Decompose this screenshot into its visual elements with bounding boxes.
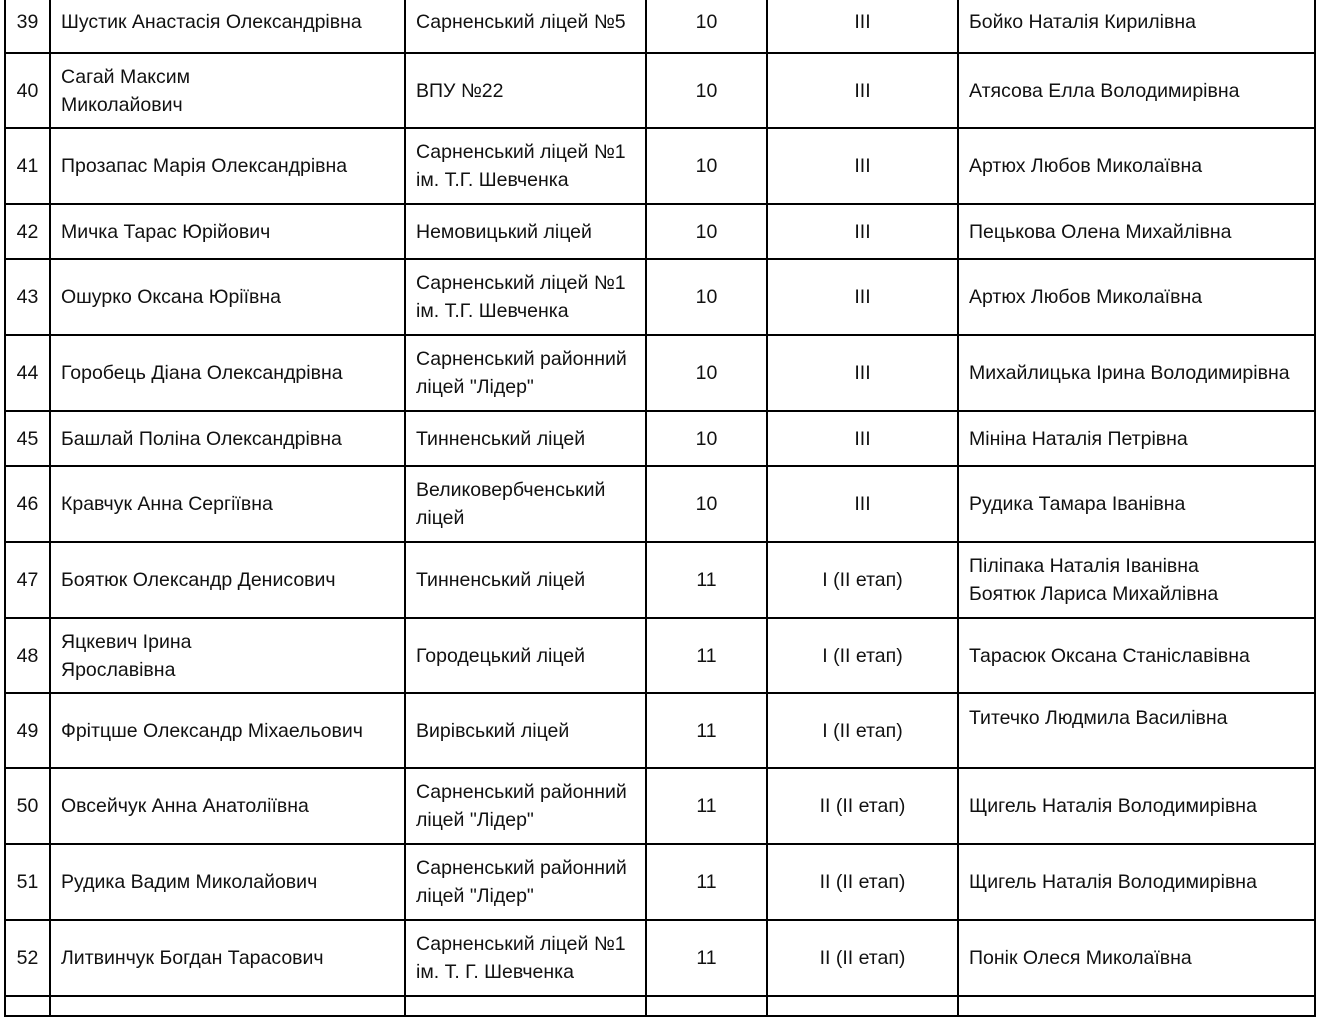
grade-cell: 11 <box>646 542 767 618</box>
grade-cell: 10 <box>646 0 767 53</box>
student-name-cell <box>50 53 405 128</box>
teacher-cell-line: Мініна Наталія Петрівна <box>969 427 1188 450</box>
row-number-cell: 51 <box>5 844 50 920</box>
row-number-cell: 45 <box>5 411 50 466</box>
school-cell <box>405 768 646 844</box>
student-name-cell <box>50 335 405 411</box>
row-number-cell: 50 <box>5 768 50 844</box>
student-name-cell <box>50 693 405 768</box>
row-number-cell: 44 <box>5 335 50 411</box>
school-cell-line: ім. Т. Г. Шевченка <box>416 961 574 983</box>
row-number-cell: 48 <box>5 618 50 693</box>
school-cell <box>405 128 646 204</box>
row-number-cell: 49 <box>5 693 50 768</box>
teacher-cell-line: Тарасюк Оксана Станіславівна <box>969 644 1250 667</box>
school-cell-line: Сарненський районний <box>416 857 627 879</box>
school-cell <box>405 466 646 542</box>
teacher-cell <box>958 844 1315 920</box>
school-cell-line: Вирівський ліцей <box>416 719 570 742</box>
grade-cell: 11 <box>646 844 767 920</box>
student-name-cell-line: Горобець Діана Олександрівна <box>61 362 343 384</box>
row-number-cell: 40 <box>5 53 50 128</box>
table-row-partial <box>5 996 1315 1016</box>
teacher-cell-line: Михайлицька Ірина Володимирівна <box>969 362 1290 384</box>
place-cell: ІІІ <box>767 259 958 335</box>
student-name-cell <box>50 204 405 259</box>
student-name-cell-line: Сагай Максим <box>61 65 191 88</box>
row-number-cell: 39 <box>5 0 50 53</box>
row-number-cell: 42 <box>5 204 50 259</box>
grade-cell: 11 <box>646 693 767 768</box>
grade-cell: 11 <box>646 618 767 693</box>
teacher-cell <box>958 768 1315 844</box>
table-row <box>5 53 1315 128</box>
teacher-cell <box>958 53 1315 128</box>
student-name-cell <box>50 844 405 920</box>
student-name-cell <box>50 259 405 335</box>
row-number-cell: 41 <box>5 128 50 204</box>
table-row <box>5 542 1315 618</box>
student-name-cell <box>50 542 405 618</box>
teacher-cell <box>958 335 1315 411</box>
teacher-cell-line: Атясова Елла Володимирівна <box>969 79 1240 102</box>
grade-cell: 10 <box>646 204 767 259</box>
table-row <box>5 204 1315 259</box>
student-name-cell <box>50 920 405 996</box>
table-row <box>5 335 1315 411</box>
place-cell: ІІІ <box>767 204 958 259</box>
place-cell: ІІІ <box>767 335 958 411</box>
school-cell-line: ВПУ №22 <box>416 79 504 102</box>
grade-cell: 10 <box>646 411 767 466</box>
table-row <box>5 128 1315 204</box>
table-row <box>5 920 1315 996</box>
student-name-cell-line: Ошурко Оксана Юріївна <box>61 286 282 308</box>
school-cell <box>405 259 646 335</box>
student-name-cell <box>50 618 405 693</box>
grade-cell: 11 <box>646 768 767 844</box>
student-name-cell-line: Башлай Поліна Олександрівна <box>61 427 342 450</box>
teacher-cell <box>958 618 1315 693</box>
school-cell <box>405 411 646 466</box>
school-cell <box>405 335 646 411</box>
student-name-cell-line: Ярославівна <box>61 658 176 681</box>
school-cell-line: Городецький ліцей <box>416 644 586 667</box>
table-row <box>5 466 1315 542</box>
olympiad-results-table <box>4 0 1316 1017</box>
school-cell <box>405 53 646 128</box>
grade-cell: 10 <box>646 335 767 411</box>
school-cell-line: Тинненський ліцей <box>416 427 586 450</box>
teacher-cell <box>958 128 1315 204</box>
school-cell-line: Немовицький ліцей <box>416 220 592 243</box>
teacher-cell-line: Щигель Наталія Володимирівна <box>969 795 1257 817</box>
grade-cell: 10 <box>646 53 767 128</box>
teacher-cell-line: Щигель Наталія Володимирівна <box>969 871 1257 893</box>
student-name-cell-line: Боятюк Олександр Денисович <box>61 569 336 591</box>
table-row <box>5 618 1315 693</box>
student-name-cell-line: Рудика Вадим Миколайович <box>61 871 318 893</box>
teacher-cell <box>958 542 1315 618</box>
school-cell-line: Сарненський ліцей №1 <box>416 141 626 163</box>
school-cell-line: Сарненський ліцей №5 <box>416 11 626 33</box>
school-cell-line: ім. Т.Г. Шевченка <box>416 169 569 191</box>
grade-cell: 10 <box>646 466 767 542</box>
place-cell: ІІІ <box>767 128 958 204</box>
empty-cell <box>50 996 405 1016</box>
school-cell-line: Сарненський ліцей №1 <box>416 933 626 955</box>
student-name-cell <box>50 128 405 204</box>
teacher-cell-line: Боятюк Лариса Михайлівна <box>969 583 1219 605</box>
school-cell <box>405 0 646 53</box>
student-name-cell-line: Литвинчук Богдан Тарасович <box>61 947 324 969</box>
empty-cell <box>405 996 646 1016</box>
teacher-cell <box>958 0 1315 53</box>
school-cell <box>405 204 646 259</box>
school-cell <box>405 693 646 768</box>
teacher-cell <box>958 920 1315 996</box>
place-cell: ІІ (ІІ етап) <box>767 920 958 996</box>
place-cell: ІІІ <box>767 411 958 466</box>
table-row <box>5 411 1315 466</box>
student-name-cell <box>50 466 405 542</box>
row-number-cell: 43 <box>5 259 50 335</box>
school-cell <box>405 618 646 693</box>
place-cell: ІІІ <box>767 53 958 128</box>
student-name-cell-line: Яцкевич Ірина <box>61 630 192 653</box>
school-cell-line: ліцей "Лідер" <box>416 809 534 831</box>
teacher-cell <box>958 204 1315 259</box>
empty-cell <box>646 996 767 1016</box>
student-name-cell-line: Фрітцше Олександр Міхаельович <box>61 719 363 742</box>
teacher-cell-line: Пецькова Олена Михайлівна <box>969 220 1232 243</box>
student-name-cell-line: Овсейчук Анна Анатоліївна <box>61 795 309 817</box>
teacher-cell-line: Рудика Тамара Іванівна <box>969 493 1186 515</box>
teacher-cell-line: Понік Олеся Миколаївна <box>969 947 1192 969</box>
teacher-cell <box>958 259 1315 335</box>
results-sheet <box>4 0 1316 1017</box>
school-cell-line: ліцей "Лідер" <box>416 376 534 398</box>
teacher-cell-line: Титечко Людмила Василівна <box>969 707 1228 729</box>
teacher-cell-line: Бойко Наталія Кирилівна <box>969 11 1196 33</box>
school-cell <box>405 920 646 996</box>
row-number-cell: 52 <box>5 920 50 996</box>
place-cell: ІІІ <box>767 466 958 542</box>
teacher-cell <box>958 466 1315 542</box>
school-cell-line: Великовербченський <box>416 479 606 501</box>
student-name-cell <box>50 411 405 466</box>
table-row <box>5 693 1315 768</box>
school-cell-line: ліцей "Лідер" <box>416 885 534 907</box>
student-name-cell <box>50 768 405 844</box>
place-cell: ІІ (ІІ етап) <box>767 844 958 920</box>
place-cell: ІІ (ІІ етап) <box>767 768 958 844</box>
table-body <box>5 0 1315 1016</box>
student-name-cell <box>50 0 405 53</box>
row-number-cell: 47 <box>5 542 50 618</box>
teacher-cell <box>958 693 1315 768</box>
school-cell-line: Сарненський районний <box>416 781 627 803</box>
empty-cell <box>5 996 50 1016</box>
student-name-cell-line: Шустик Анастасія Олександрівна <box>61 11 362 33</box>
school-cell <box>405 542 646 618</box>
school-cell-line: Сарненський районний <box>416 348 627 370</box>
table-row <box>5 844 1315 920</box>
table-row <box>5 259 1315 335</box>
teacher-cell <box>958 411 1315 466</box>
school-cell-line: ім. Т.Г. Шевченка <box>416 300 569 322</box>
school-cell-line: ліцей <box>416 507 465 529</box>
school-cell <box>405 844 646 920</box>
teacher-cell-line: Артюх Любов Миколаївна <box>969 155 1203 177</box>
grade-cell: 10 <box>646 128 767 204</box>
place-cell: ІІІ <box>767 0 958 53</box>
empty-cell <box>767 996 958 1016</box>
place-cell: І (ІІ етап) <box>767 542 958 618</box>
place-cell: І (ІІ етап) <box>767 693 958 768</box>
table-row <box>5 0 1315 53</box>
table-row <box>5 768 1315 844</box>
row-number-cell: 46 <box>5 466 50 542</box>
student-name-cell-line: Кравчук Анна Сергіївна <box>61 493 273 515</box>
place-cell: І (ІІ етап) <box>767 618 958 693</box>
empty-cell <box>958 996 1315 1016</box>
teacher-cell-line: Артюх Любов Миколаївна <box>969 286 1203 308</box>
school-cell-line: Сарненський ліцей №1 <box>416 272 626 294</box>
student-name-cell-line: Мичка Тарас Юрійович <box>61 220 271 243</box>
student-name-cell-line: Миколайович <box>61 93 183 116</box>
school-cell-line: Тинненський ліцей <box>416 569 586 591</box>
grade-cell: 11 <box>646 920 767 996</box>
student-name-cell-line: Прозапас Марія Олександрівна <box>61 155 348 177</box>
grade-cell: 10 <box>646 259 767 335</box>
teacher-cell-line: Піліпака Наталія Іванівна <box>969 555 1199 577</box>
